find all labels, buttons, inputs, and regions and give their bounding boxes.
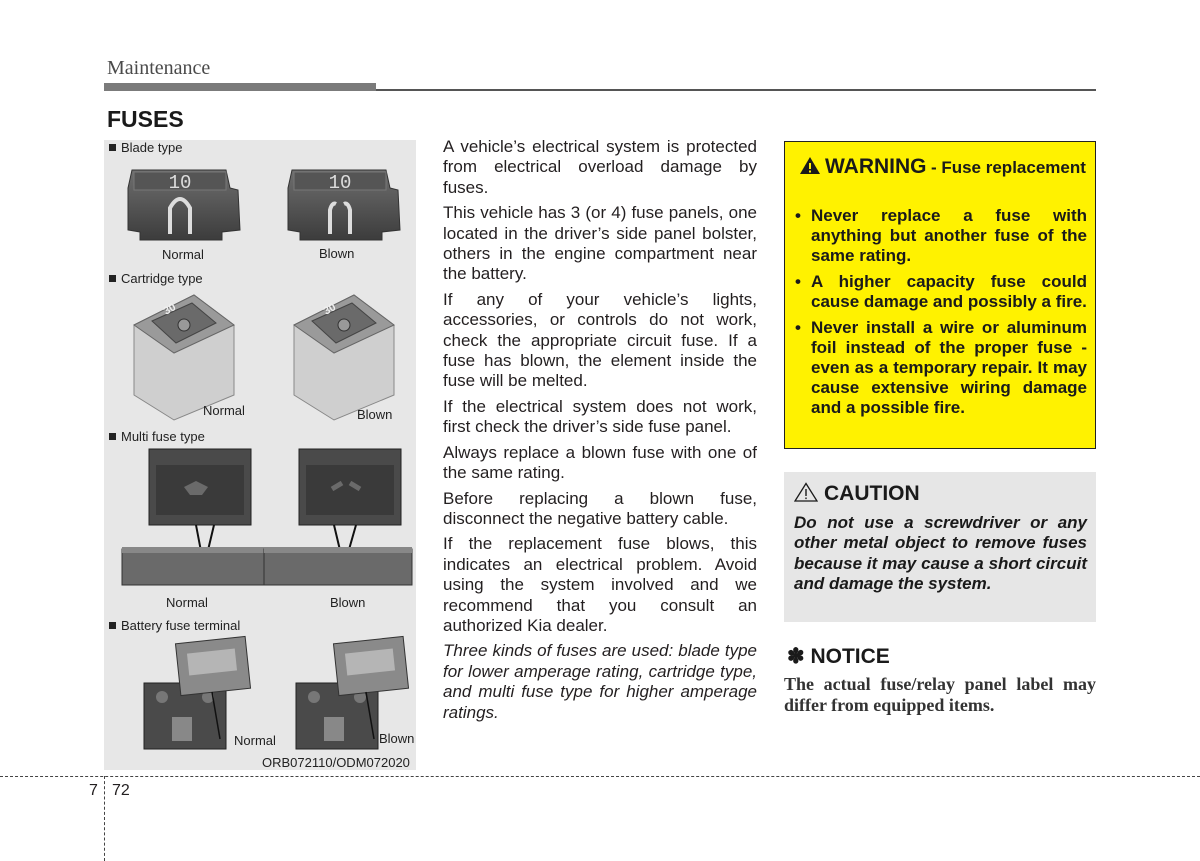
warning-title: WARNING	[825, 155, 927, 178]
cartridge-rating-normal: 30	[161, 301, 179, 318]
body-paragraph: If any of your vehicle’s lights, accessories, or controls do not work, check the appropriate circuit fuse. If a fuse has blown, the element inside the fuse will be melted.	[443, 289, 757, 391]
blade-rating-blown: 10	[328, 172, 352, 194]
caption-blade-normal: Normal	[162, 247, 204, 262]
body-column	[443, 137, 757, 728]
caution-title: CAUTION	[824, 482, 920, 505]
notice-title: NOTICE	[810, 645, 890, 668]
warning-item: • A higher capacity fuse could cause damage and possibly a fire.	[795, 272, 1087, 311]
body-paragraph: If the replacement fuse blows, this indicates an electrical problem. Avoid using the system involved and we recommend that you consult an authorized Kia dealer.	[443, 534, 757, 635]
caution-heading	[794, 482, 920, 506]
body-paragraph-italic: Three kinds of fuses are used: blade type for lower amperage rating, cartridge type, and multi fuse type for higher amperage ratings.	[443, 641, 757, 722]
body-paragraph: A vehicle’s electrical system is protected from electrical overload damage by fuses.	[443, 137, 757, 197]
blade-fuse-illustrations	[104, 160, 416, 260]
warning-item: • Never install a wire or aluminum foil instead of the proper fuse - even as a temporary repair. It may cause extensive wiring damage and a possible fire.	[795, 318, 1087, 417]
label-multi-fuse-type: Multi fuse type	[109, 429, 205, 444]
caption-battery-normal: Normal	[234, 733, 276, 748]
caption-cartridge-blown: Blown	[357, 407, 393, 422]
warning-heading	[799, 155, 1089, 179]
header-rule-thick	[104, 83, 376, 91]
warning-item: • Never replace a fuse with anything but another fuse of the same rating.	[795, 206, 1087, 265]
body-paragraph: If the electrical system does not work, first check the driver’s side fuse panel.	[443, 396, 757, 437]
blade-fuse-blown	[288, 170, 400, 240]
notice-heading	[787, 644, 890, 669]
multi-fuse-normal	[122, 449, 272, 585]
header-rule-thin	[376, 89, 1096, 91]
label-battery-fuse-terminal: Battery fuse terminal	[109, 618, 240, 633]
blade-rating-normal: 10	[168, 172, 192, 194]
body-paragraph: This vehicle has 3 (or 4) fuse panels, one located in the driver’s side panel bolster, others in the engine compartment near the battery.	[443, 203, 757, 284]
body-paragraph: Before replacing a blown fuse, disconnect the negative battery cable.	[443, 488, 757, 528]
footer-divider	[0, 776, 1200, 777]
cartridge-fuse-illustrations	[104, 285, 416, 425]
warning-box	[784, 141, 1096, 449]
warning-list	[795, 206, 1087, 424]
caption-cartridge-normal: Normal	[203, 403, 245, 418]
label-cartridge-type: Cartridge type	[109, 271, 203, 286]
notice-text: The actual fuse/relay panel label may differ from equipped items.	[784, 674, 1096, 715]
cartridge-rating-blown: 30	[321, 301, 339, 318]
cartridge-fuse-blown	[294, 295, 394, 420]
caution-text: Do not use a screwdriver or any other metal object to remove fuses because it may cause a short circuit and damage the system.	[794, 513, 1087, 594]
label-blade-type: Blade type	[109, 140, 182, 155]
multi-fuse-illustrations	[104, 447, 416, 597]
page-title: FUSES	[107, 106, 184, 132]
caption-blade-blown: Blown	[319, 246, 355, 261]
cartridge-fuse-normal	[134, 295, 234, 420]
warning-subtitle: - Fuse replacement	[930, 158, 1086, 177]
header-section-title: Maintenance	[107, 57, 211, 79]
blade-fuse-normal	[128, 170, 240, 240]
caption-multi-normal: Normal	[166, 595, 208, 610]
figure-code: ORB072110/ODM072020	[262, 755, 410, 770]
warning-triangle-icon	[799, 156, 821, 175]
caution-box	[784, 472, 1096, 622]
caption-multi-blown: Blown	[330, 595, 366, 610]
caption-battery-blown: Blown	[379, 731, 415, 746]
footer-vertical-divider	[104, 776, 105, 861]
page-chapter: 7	[89, 782, 98, 799]
page-number: 72	[112, 782, 130, 799]
body-paragraph: Always replace a blown fuse with one of the same rating.	[443, 442, 757, 483]
multi-fuse-blown	[264, 449, 412, 585]
caution-triangle-icon	[794, 482, 818, 502]
notice-star-icon: ✽	[787, 645, 805, 668]
